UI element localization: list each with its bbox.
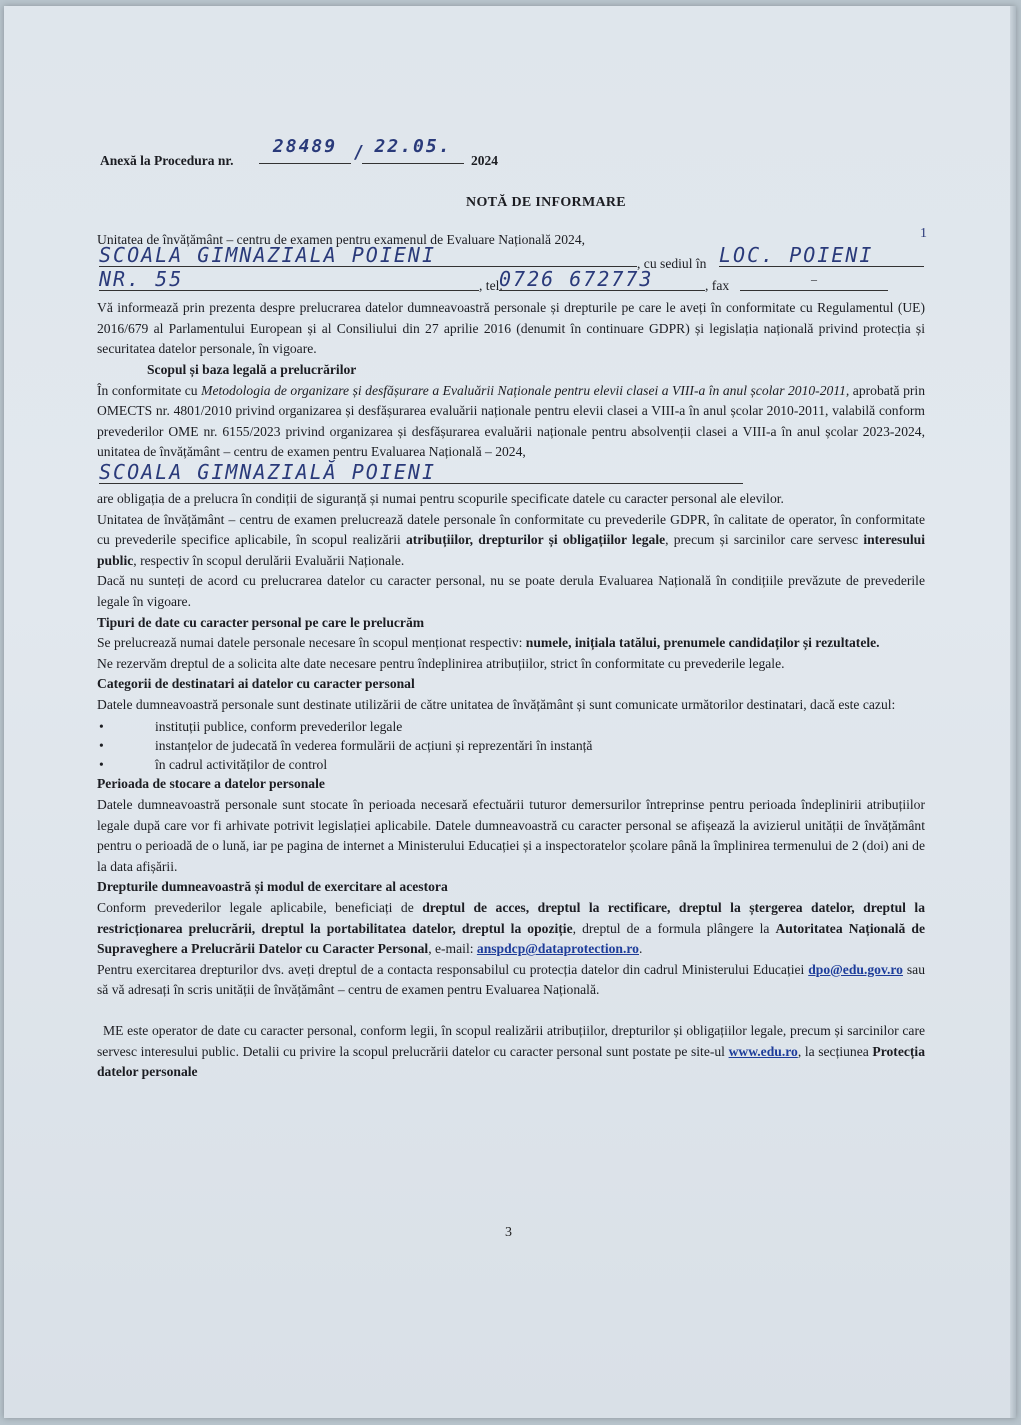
unit-intro: Unitatea de învățământ – centru de examen pentru examenul de Evaluare Națională 2024,: [97, 231, 586, 247]
document-body: [97, 136, 925, 1083]
annex-separator: /: [353, 142, 364, 163]
operator-bold-b: interesului public: [97, 532, 925, 568]
page-number: 3: [505, 1225, 512, 1240]
privacy-section-name: Protecția datelor personale: [97, 1043, 925, 1080]
address-handwritten: NR. 55: [99, 268, 479, 291]
annex-line: [97, 136, 925, 173]
rights-text-e: , e-mail:: [428, 941, 477, 957]
edu-site-link[interactable]: www.edu.ro: [728, 1043, 798, 1059]
seat-label: , cu sediul în: [637, 256, 707, 272]
obligation-paragraph: are obligația de a prelucra în condiții de siguranță și numai pentru scopurile specificate datele cu caracter personal ale elevilor.: [97, 490, 784, 506]
annex-date-handwritten: 22.05.: [362, 137, 464, 164]
tel-handwritten: 0726 672773: [499, 268, 705, 291]
intro-paragraph: Vă informează prin prezenta despre prelucrarea datelor dumneavoastră personale și drepturile pe care le aveți în conformitate cu Regulamentul (UE) 2016/679 al Parlamentului European și al Consiliului din 27 aprilie 2016 (denumit în continuare GDPR) și legislația națională privind protecția și securitatea datelor personale, în vigoare.: [97, 300, 925, 357]
corner-mark: 1: [920, 226, 927, 241]
bullet-icon: •: [99, 757, 104, 773]
bullet-icon: •: [99, 719, 104, 735]
rights-text-a: Conform prevederilor legale aplicabile, beneficiați de: [97, 900, 423, 916]
dpo-email-link[interactable]: dpo@edu.gov.ro: [808, 961, 903, 977]
operator-text-d: , respectiv în scopul derulării Evaluării Naționale.: [133, 552, 405, 568]
unit-name-handwritten: SCOALA GIMNAZIALA POIENI: [99, 244, 637, 267]
methodology-title: Metodologia de organizare și desfășurare a Evaluării Naționale pentru elevii clasei a VIII-a în anul școlar 2010-2011,: [201, 382, 850, 398]
operator-paragraph: [97, 510, 925, 572]
storage-paragraph: Datele dumneavoastră personale sunt stocate în perioada necesară efectuării tuturor demersurilor întreprinse pentru perioada îndeplinirii atribuțiilor legale după care vor fi arhivate potrivit legislației aplicabile. Datele dumneavoastră cu caracter personal se afișează la avizierul unității de învățământ pentru o perioadă de o lună, iar pe pagina de internet a Ministerului Educației și a inspectoratelor școlare până la împlinirea termenului de 2 (doi) ani de la data afișării.: [97, 797, 925, 874]
annex-year: 2024: [471, 153, 498, 168]
list-item: [97, 755, 925, 774]
list-item: [97, 736, 925, 755]
list-item-text: în cadrul activităților de control: [155, 757, 328, 773]
unit-name-row-2: [97, 459, 925, 489]
operator-text-c: , precum și sarcinilor care servesc: [665, 532, 864, 548]
section-purpose-heading: Scopul și baza legală a prelucrărilor: [147, 361, 357, 377]
data-types-text: Se prelucrează numai datele personale necesare în scopul menționat respectiv:: [97, 635, 526, 651]
rights-paragraph: [97, 898, 925, 960]
data-types-bold: numele, inițiala tatălui, prenumele candidaților și rezultatele.: [525, 635, 880, 651]
dpo-paragraph: [97, 960, 925, 1001]
address-row: [97, 267, 925, 294]
page-title: NOTĂ DE INFORMARE: [466, 195, 626, 210]
recipients-list: [97, 717, 925, 774]
list-item: [97, 717, 925, 736]
rights-text-f: .: [638, 941, 643, 957]
annex-label: Anexă la Procedura nr.: [100, 153, 234, 168]
fax-label: , fax: [705, 278, 730, 294]
purpose-text-b: aprobată prin OMECTS nr. 4801/2010 privind organizarea și desfășurarea evaluării naționale pentru elevii clasei a VIII-a în anul școlar 2010-2011, valabilă conform prevederilor OME nr. 6155/2023 privind organizarea și desfășurarea evaluării naționale pentru absolvenții clasei a VIII-a în anul școlar 2023-2024, unitatea de învățământ – centru de examen pentru Evaluarea Națională – 2024,: [97, 382, 925, 460]
ministry-paragraph: [97, 1021, 925, 1083]
consent-paragraph: Dacă nu sunteți de acord cu prelucrarea datelor cu caracter personal, nu se poate derula Evaluarea Națională în condițiile prevăzute de prevederile legale în vigoare.: [97, 573, 925, 609]
anspdcp-email-link[interactable]: anspdcp@dataprotection.ro: [476, 941, 639, 957]
list-item-text: instituții publice, conform prevederilor legale: [155, 719, 403, 735]
authority-name: Autoritatea Națională de Supraveghere a Prelucrării Datelor cu Caracter Personal: [97, 920, 925, 957]
section-rights-heading: Drepturile dumneavoastră și modul de exercitare al acestora: [97, 879, 448, 895]
reserve-paragraph: Ne rezervăm dreptul de a solicita alte date necesare pentru îndeplinirea atribuțiilor, strict în conformitate cu prevederile legale.: [97, 655, 785, 671]
ministry-text-a: ME este operator de date cu caracter personal, conform legii, în scopul realizării atribuțiilor, drepturilor și obligațiilor legale, precum și sarcinilor care servesc interesului public. Detalii cu privire la scopul prelucrării datelor cu caracter personal sunt postate pe site-ul: [97, 1023, 925, 1059]
purpose-text-a: În conformitate cu: [97, 382, 202, 398]
section-recipients-heading: Categorii de destinatari ai datelor cu caracter personal: [97, 676, 415, 692]
tel-label: , tel.: [479, 278, 503, 294]
purpose-paragraph: [97, 381, 925, 463]
ministry-text-b: , la secțiunea: [797, 1043, 873, 1059]
operator-text-a: Unitatea de învățământ – centru de examen prelucrează datele personale în conformitate cu prevederile GDPR, în calitate de operator, în conformitate cu prevederile specifice aplicabile, în scopul realizării: [97, 511, 925, 548]
rights-list-bold: dreptul de acces, dreptul la rectificare, dreptul la ștergerea datelor, dreptul la restricționarea prelucrării, dreptul la portabilitatea datelor, dreptul la opoziție: [97, 900, 925, 936]
operator-bold-a: atribuțiilor, drepturilor și obligațiilor legale: [405, 532, 666, 548]
dpo-text-a: Pentru exercitarea drepturilor dvs. aveți dreptul de a contacta responsabilul cu protecția datelor din cadrul Ministerului Educației: [97, 961, 809, 977]
annex-number-handwritten: 28489: [259, 137, 351, 164]
seat-handwritten: LOC. POIENI: [719, 244, 924, 267]
list-item-text: instanțelor de judecată în vederea formulării de acțiuni și reprezentări în instanță: [155, 738, 593, 754]
bullet-icon: •: [99, 738, 104, 754]
section-storage-heading: Perioada de stocare a datelor personale: [97, 776, 325, 792]
fax-value: –: [740, 268, 888, 291]
dpo-text-b: sau să vă adresați în scris unității de învățământ – centru de examen pentru Evaluarea Națională.: [97, 961, 925, 998]
section-data-types-heading: Tipuri de date cu caracter personal pe care le prelucrăm: [97, 614, 425, 630]
unit-name-handwritten-2: SCOALA GIMNAZIALĂ POIENI: [99, 461, 743, 484]
data-types-paragraph: [97, 633, 925, 654]
rights-text-c: , dreptul de a formula plângere la: [572, 920, 776, 936]
recipients-paragraph: Datele dumneavoastră personale sunt destinate utilizării de către unitatea de învățământ și sunt comunicate următorilor destinatari, dacă este cazul:: [97, 696, 896, 712]
paper-edge: [1010, 6, 1016, 1418]
